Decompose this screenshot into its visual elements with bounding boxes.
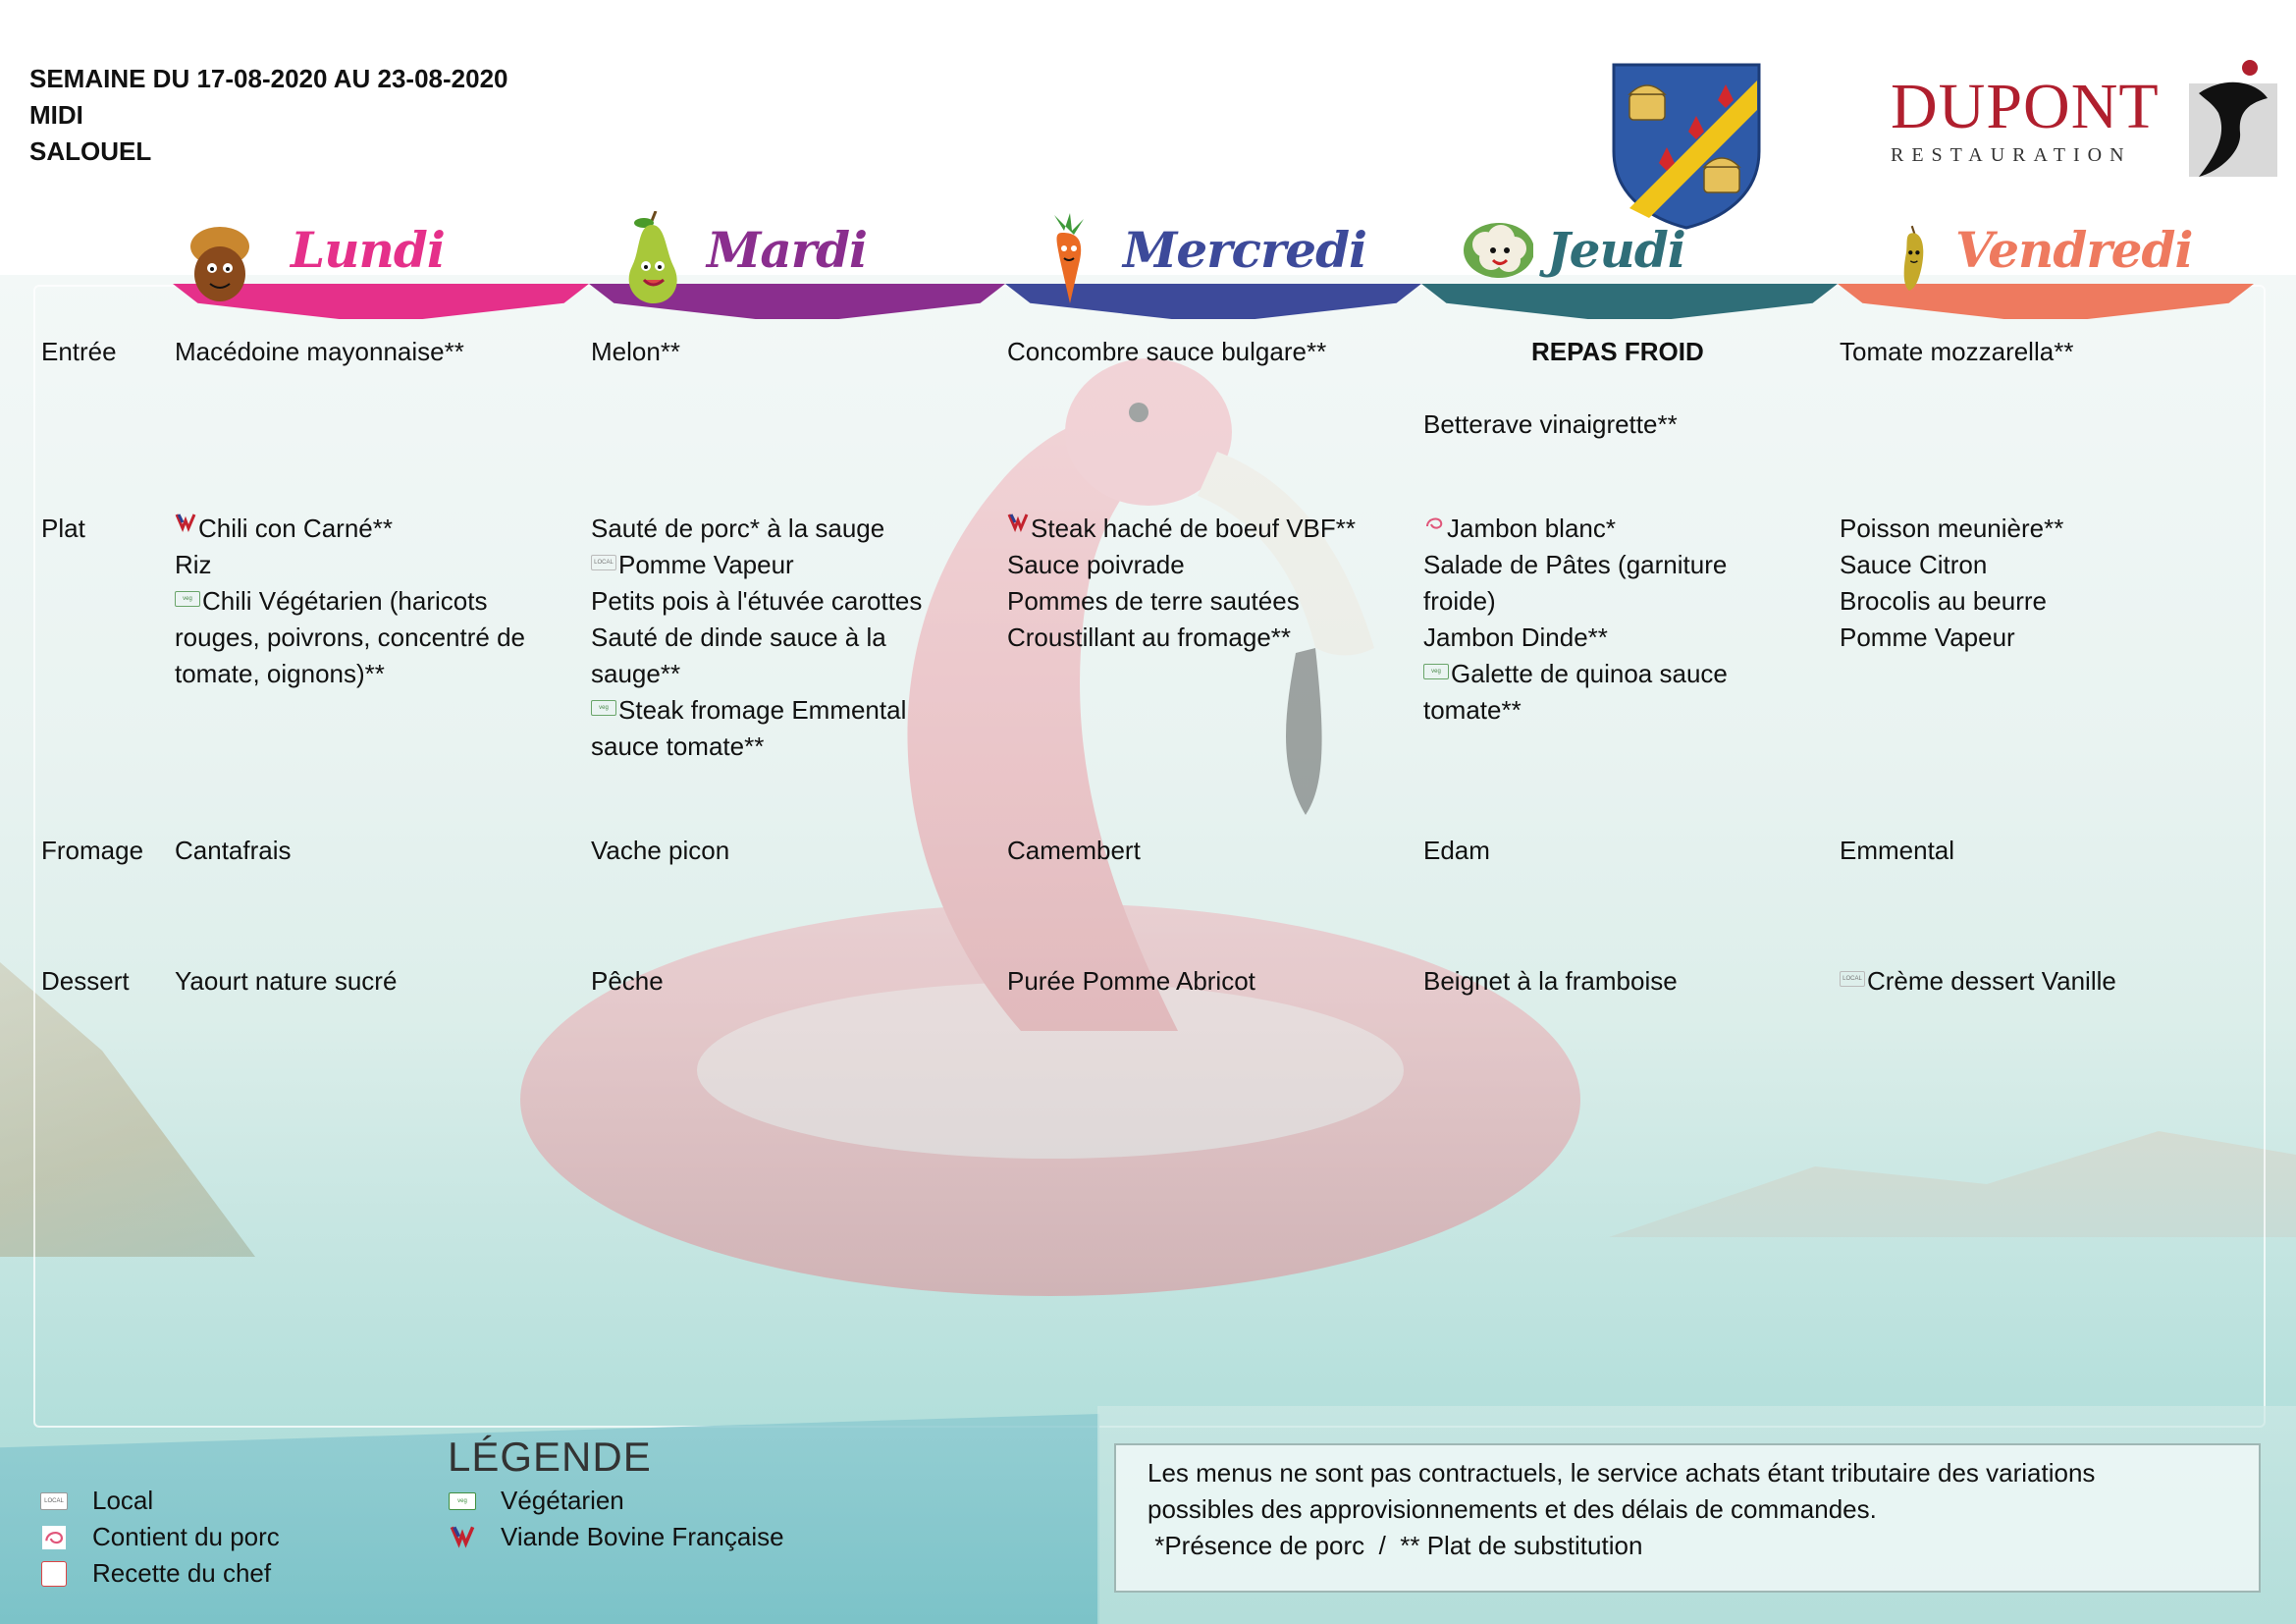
dish: [591, 547, 984, 583]
dessert-mardi: Pêche: [591, 966, 664, 996]
dish-text: Crème dessert Vanille: [1867, 966, 2116, 996]
entree-jeudi: [1423, 406, 1816, 443]
dessert-lundi: Yaourt nature sucré: [175, 966, 398, 996]
dish: [1423, 511, 1816, 547]
vbf-flag-icon: [1007, 513, 1029, 534]
cauliflower-mascot-icon: [1455, 211, 1533, 305]
dish: rouges, poivrons, concentré de: [175, 623, 525, 652]
dish: tomate**: [1423, 695, 1522, 725]
entree-vendredi: [1840, 334, 2232, 370]
logo-brand: DUPONT: [1891, 71, 2160, 142]
chef-recipe-icon: [41, 1561, 67, 1587]
dish: Brocolis au beurre: [1840, 586, 2047, 616]
pork-icon: [42, 1526, 66, 1549]
dish: Tomate mozzarella**: [1840, 337, 2074, 366]
legend-vbf: [448, 1519, 784, 1555]
dish: [175, 583, 567, 620]
dish: Sauté de dinde sauce à la: [591, 623, 886, 652]
menu-header: [29, 61, 508, 170]
city-crest-logo: [1610, 61, 1763, 230]
dish: Concombre sauce bulgare**: [1007, 337, 1327, 366]
disclaimer-box: [1114, 1443, 2261, 1593]
legend-label: Recette du chef: [92, 1558, 272, 1588]
dish-text: Chili con Carné**: [198, 514, 393, 543]
dish: Croustillant au fromage**: [1007, 623, 1292, 652]
legend-title: LÉGENDE: [448, 1434, 652, 1480]
dish: Salade de Pâtes (garniture: [1423, 550, 1728, 579]
vegetarian-icon: veg: [175, 591, 200, 607]
category-dessert: Dessert: [41, 966, 130, 996]
pork-icon: [1423, 513, 1445, 534]
dish: Poisson meunière**: [1840, 514, 2064, 543]
plat-mardi: [591, 511, 984, 765]
pear-mascot-icon: [618, 211, 687, 305]
entree-mercredi: [1007, 334, 1400, 370]
day-name-jeudi: Jeudi: [1547, 221, 1685, 279]
day-name-vendredi: Vendredi: [1955, 221, 2193, 279]
local-icon: LOCAL: [591, 555, 616, 570]
fromage-lundi: Cantafrais: [175, 836, 292, 865]
dish-text: Galette de quinoa sauce: [1451, 659, 1728, 688]
day-header-bar: [173, 211, 2258, 319]
vegetarian-icon: veg: [1423, 664, 1449, 679]
fromage-mercredi: Camembert: [1007, 836, 1141, 865]
repas-froid-label: REPAS FROID: [1531, 337, 1704, 366]
dish: sauce tomate**: [591, 731, 765, 761]
fromage-mardi: Vache picon: [591, 836, 730, 865]
disclaimer-line: possibles des approvisionnements et des délais de commandes.: [1148, 1494, 1877, 1524]
local-icon: LOCAL: [1840, 971, 1865, 987]
dish: sauge**: [591, 659, 681, 688]
category-plat: Plat: [41, 514, 85, 543]
legend-porc: [39, 1519, 280, 1555]
dish: Jambon Dinde**: [1423, 623, 1608, 652]
logo-runner-icon: [2179, 54, 2277, 182]
day-header-mercredi: [1005, 211, 1421, 319]
plat-jeudi: [1423, 511, 1816, 729]
day-name-mercredi: Mercredi: [1123, 221, 1367, 279]
disclaimer-line: Les menus ne sont pas contractuels, le service achats étant tributaire des variations: [1148, 1458, 2096, 1488]
bean-mascot-icon: [1896, 211, 1946, 305]
legend-label: Végétarien: [501, 1486, 624, 1515]
service-label: MIDI: [29, 100, 83, 130]
legend-label: Contient du porc: [92, 1522, 280, 1551]
dish: Betterave vinaigrette**: [1423, 409, 1678, 439]
dish: [1007, 511, 1400, 547]
day-header-mardi: [589, 211, 1005, 319]
dish: tomate, oignons)**: [175, 659, 385, 688]
legend-label: Viande Bovine Française: [501, 1522, 784, 1551]
dish: [175, 511, 567, 547]
fromage-jeudi: Edam: [1423, 836, 1490, 865]
dish: Petits pois à l'étuvée carottes: [591, 586, 923, 616]
dish: Pomme Vapeur: [1840, 623, 2015, 652]
site-label: SALOUEL: [29, 136, 152, 166]
disclaimer-line: *Présence de porc / ** Plat de substitution: [1148, 1531, 1643, 1560]
local-icon: LOCAL: [40, 1492, 68, 1510]
vbf-flag-icon: [175, 513, 196, 534]
dish: [1423, 656, 1816, 692]
dish: Macédoine mayonnaise**: [175, 337, 464, 366]
fromage-vendredi: Emmental: [1840, 836, 1955, 865]
vegetarian-icon: veg: [449, 1492, 476, 1510]
day-header-vendredi: [1838, 211, 2254, 319]
day-header-jeudi: [1421, 211, 1838, 319]
dish: Melon**: [591, 337, 681, 366]
dish: Pommes de terre sautées: [1007, 586, 1300, 616]
legend-vegetarien: [448, 1483, 624, 1519]
carrot-mascot-icon: [1035, 211, 1103, 305]
day-name-lundi: Lundi: [291, 221, 445, 279]
dish: Sauce Citron: [1840, 550, 1988, 579]
dessert-vendredi: [1840, 963, 2232, 1000]
dish-text: Pomme Vapeur: [618, 550, 794, 579]
entree-lundi: [175, 334, 567, 370]
plat-lundi: [175, 511, 567, 692]
dessert-mercredi: Purée Pomme Abricot: [1007, 966, 1255, 996]
plat-mercredi: [1007, 511, 1400, 656]
week-title: SEMAINE DU 17-08-2020 AU 23-08-2020: [29, 64, 508, 93]
legend-chef: [39, 1555, 271, 1592]
dish-text: Steak fromage Emmental: [618, 695, 907, 725]
dish-text: Jambon blanc*: [1447, 514, 1616, 543]
entree-mardi: [591, 334, 984, 370]
acorn-mascot-icon: [187, 211, 255, 305]
vbf-flag-icon: [450, 1525, 475, 1550]
dish: Sauce poivrade: [1007, 550, 1185, 579]
plat-vendredi: [1840, 511, 2232, 656]
dish: Sauté de porc* à la sauge: [591, 514, 885, 543]
dish: froide): [1423, 586, 1496, 616]
dupont-logo: [1885, 54, 2277, 182]
dish-text: Chili Végétarien (haricots: [202, 586, 488, 616]
day-header-lundi: [173, 211, 589, 319]
day-name-mardi: Mardi: [707, 221, 868, 279]
vegetarian-icon: veg: [591, 700, 616, 716]
legend-label: Local: [92, 1486, 154, 1515]
logo-subtitle: RESTAURATION: [1891, 144, 2132, 166]
category-entree: Entrée: [41, 337, 117, 366]
dish: [591, 692, 984, 729]
dish: Riz: [175, 550, 212, 579]
dessert-jeudi: Beignet à la framboise: [1423, 966, 1678, 996]
category-fromage: Fromage: [41, 836, 144, 865]
legend-local: [39, 1483, 153, 1519]
dish-text: Steak haché de boeuf VBF**: [1031, 514, 1357, 543]
